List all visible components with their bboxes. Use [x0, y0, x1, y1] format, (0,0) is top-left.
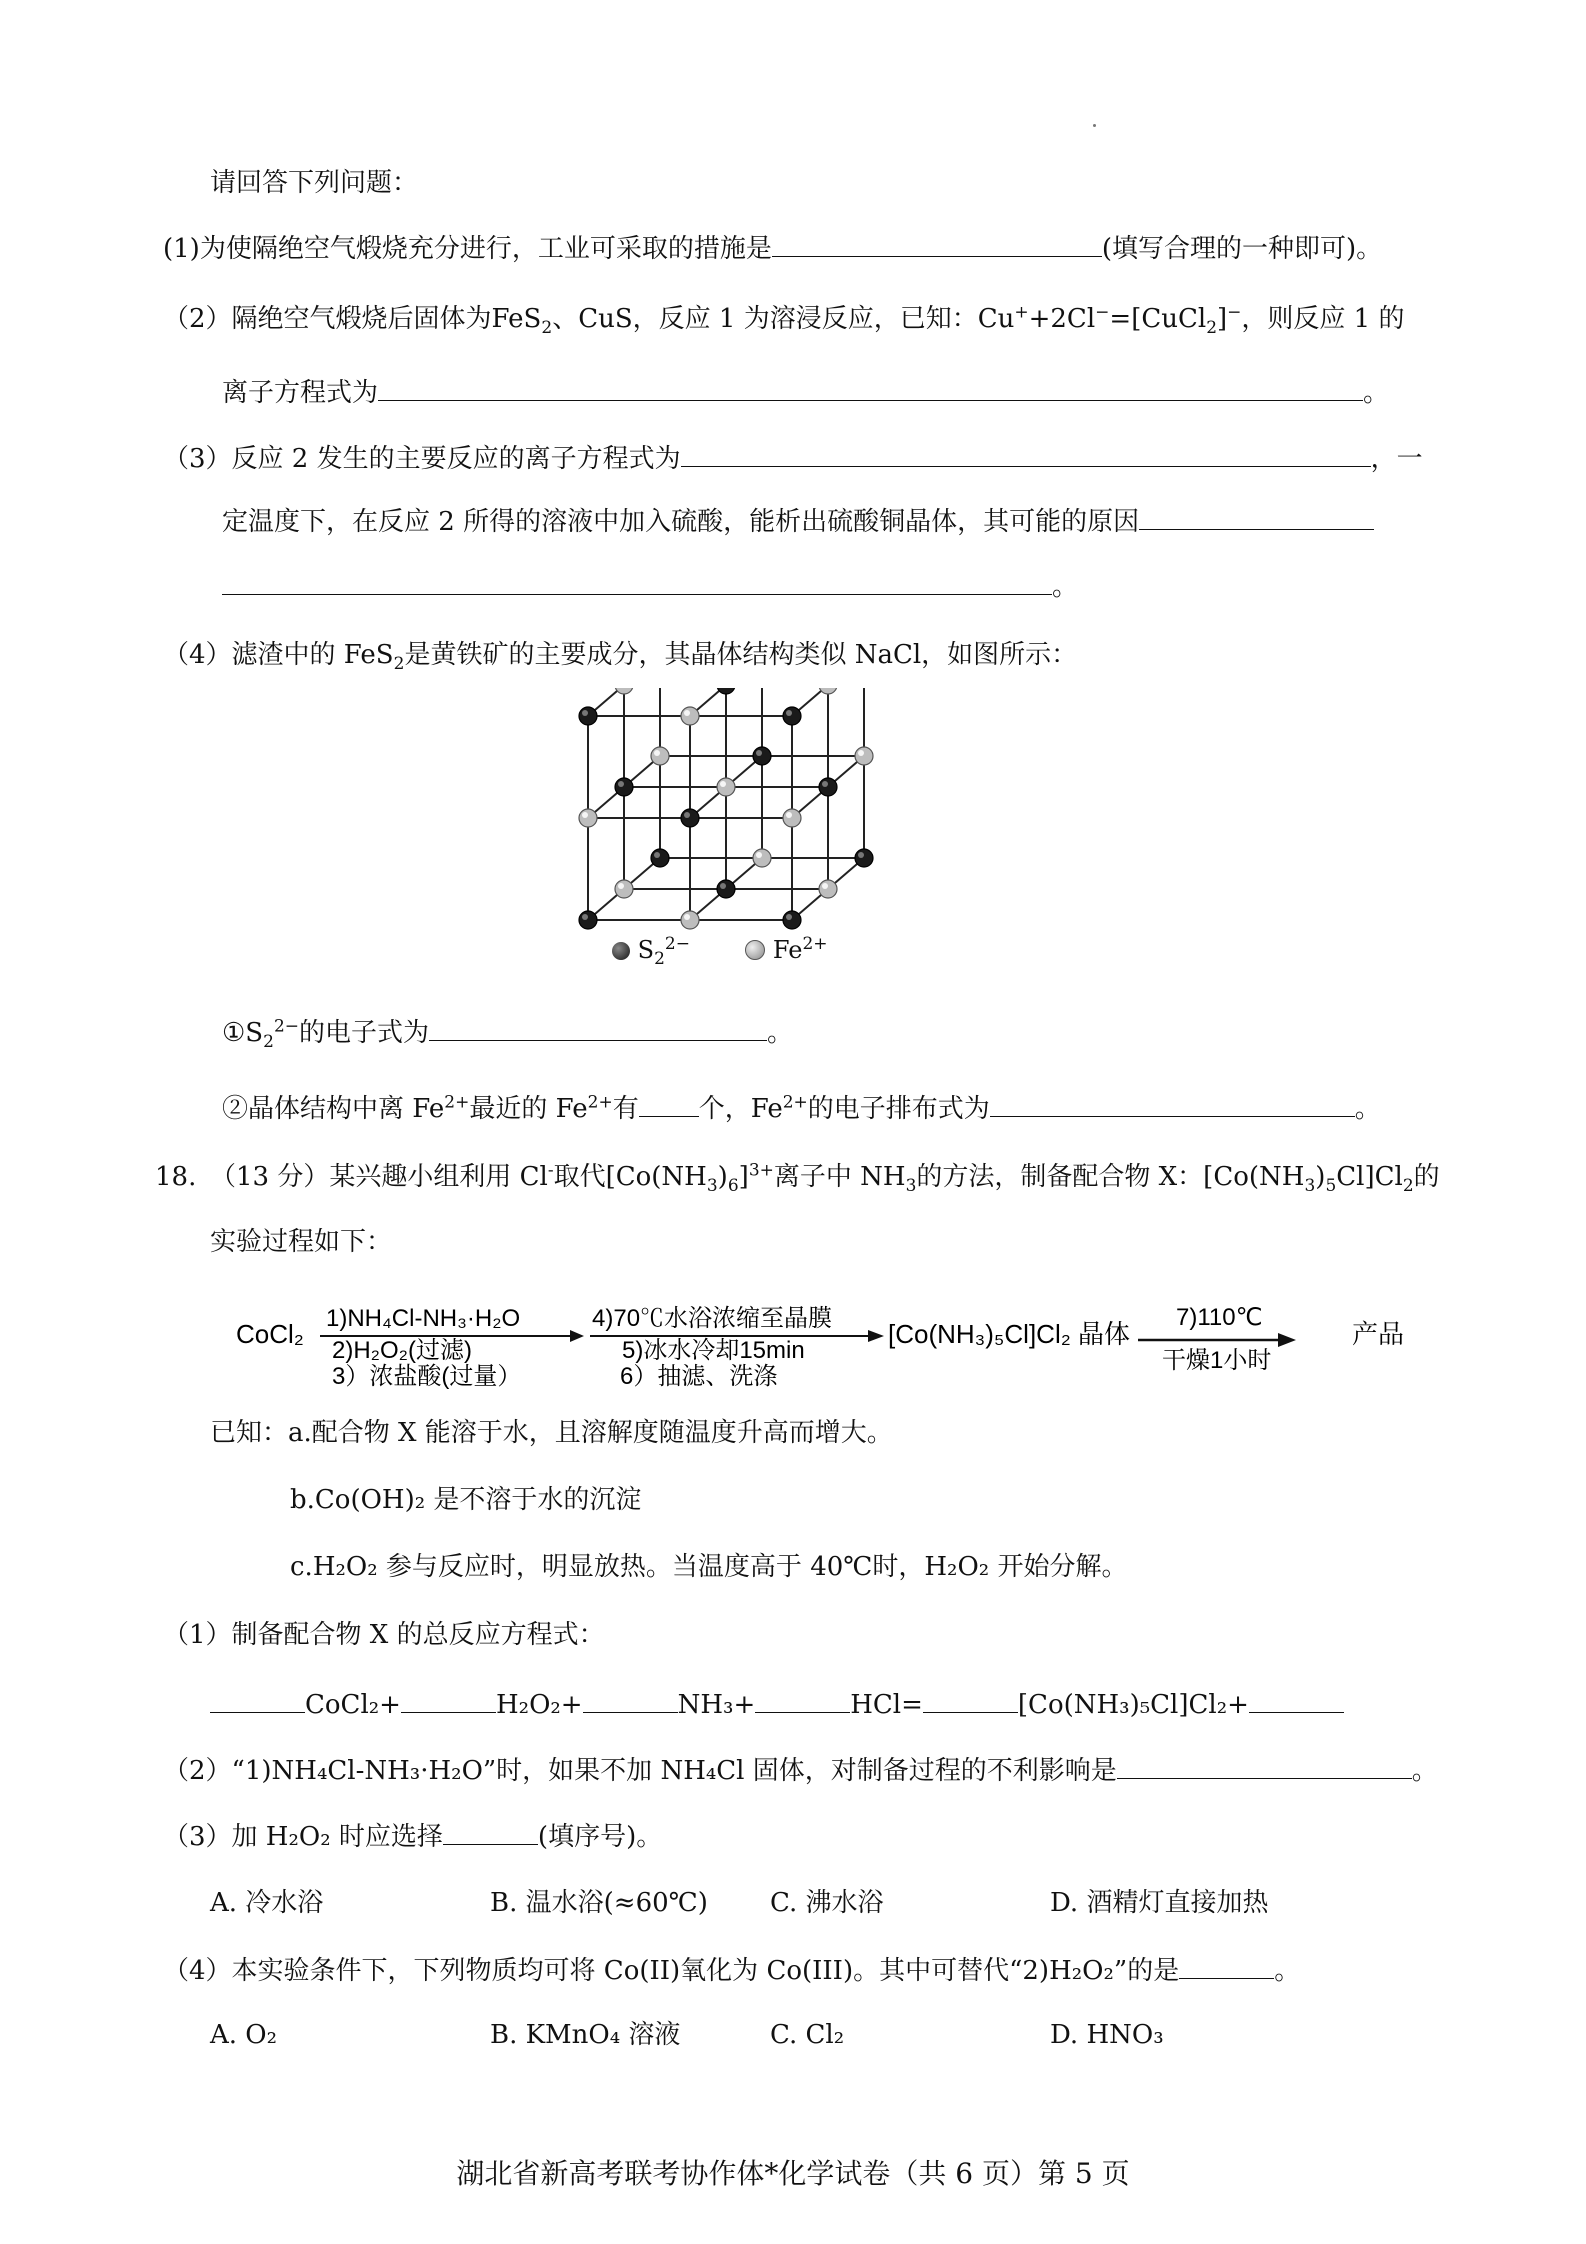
s2-ion-atom: [717, 880, 735, 898]
coefficient-blank[interactable]: [583, 1686, 678, 1713]
q18-part2: （2）“1)NH₄Cl-NH₃·H₂O”时，如果不加 NH₄Cl 固体，对制备过程的不利影响是 。: [163, 1752, 1438, 1788]
option-a[interactable]: A. O₂: [210, 2020, 278, 2050]
atom-highlight: [786, 914, 792, 920]
atom-highlight: [582, 914, 588, 920]
flow-arrow-3-head: [1278, 1333, 1296, 1347]
answer-blank[interactable]: [443, 1818, 538, 1845]
atom-highlight: [654, 852, 660, 858]
option-d[interactable]: D. 酒精灯直接加热: [1050, 1888, 1269, 1918]
coefficient-blank[interactable]: [755, 1686, 850, 1713]
atom-highlight: [858, 750, 864, 756]
q18-known-a: 已知：a.配合物 X 能溶于水，且溶解度随温度升高而增大。: [210, 1418, 893, 1448]
s2-ion-atom: [717, 688, 735, 694]
option-b[interactable]: B. 温水浴(≈60℃): [490, 1888, 708, 1918]
q17-part3: （3）反应 2 发生的主要反应的离子方程式为 ，一: [163, 440, 1423, 476]
atom-highlight: [720, 883, 726, 889]
flow-step6: 6）抽滤、洗涤: [620, 1363, 778, 1390]
atom-highlight: [684, 812, 690, 818]
fe-ion-atom: [579, 809, 597, 827]
atom-highlight: [756, 750, 762, 756]
fe-ion-atom: [681, 911, 699, 929]
atom-highlight: [618, 781, 624, 787]
coefficient-blank[interactable]: [1249, 1686, 1344, 1713]
intro-text: 请回答下列问题：: [210, 168, 419, 198]
answer-blank[interactable]: [378, 374, 1363, 401]
s2-ion-atom: [615, 778, 633, 796]
s2-ion-atom: [783, 707, 801, 725]
option-d[interactable]: D. HNO₃: [1050, 2020, 1164, 2050]
atom-highlight: [582, 812, 588, 818]
flow-arrow-1-head: [570, 1330, 584, 1342]
option-a[interactable]: A. 冷水浴: [210, 1888, 324, 1918]
q17-sub2: ②晶体结构中离 $Fe^{2+}$最近的 $Fe^{2+}$有 个，$Fe^{2+}$的电子排布式为 。: [222, 1090, 1381, 1126]
fe-ion-atom: [819, 880, 837, 898]
answer-blank[interactable]: [1117, 1752, 1412, 1779]
answer-blank[interactable]: [639, 1090, 699, 1117]
q18-part4-options: [210, 2018, 1164, 2052]
atom-highlight: [654, 750, 660, 756]
flow-step3: 3）浓盐酸(过量）: [332, 1363, 522, 1390]
fe-ion-atom: [651, 747, 669, 765]
q18-part4: （4）本实验条件下，下列物质均可将 Co(II)氧化为 Co(III)。其中可替代“2)H₂O₂”的是 。: [163, 1952, 1300, 1988]
atom-highlight: [618, 883, 624, 889]
q18-part1: （1）制备配合物 X 的总反应方程式：: [163, 1620, 605, 1650]
answer-blank[interactable]: [1139, 503, 1374, 530]
flow-step7: 7)110℃: [1176, 1304, 1263, 1331]
option-b[interactable]: B. KMnO₄ 溶液: [490, 2020, 681, 2050]
fe-ion-atom: [681, 707, 699, 725]
scan-dot: [1093, 124, 1096, 127]
flow-step5: 5)冰水冷却15min: [622, 1337, 805, 1364]
atom-highlight: [786, 710, 792, 716]
q18-part3-options: [210, 1886, 1268, 1920]
q18-part3: （3）加 H₂O₂ 时应选择 (填序号)。: [163, 1818, 662, 1854]
q17-sub1: $①S_2^{2-}$的电子式为 。: [222, 1014, 793, 1050]
s2-atom-icon: [612, 942, 630, 960]
page-footer: 湖北省新高考联考协作体*化学试卷（共 6 页）第 5 页: [456, 2157, 1130, 2190]
fe-ion-atom: [819, 688, 837, 694]
q18-equation: CoCl₂+ H₂O₂+ NH₃+ HCl= [Co(NH₃)₅Cl]Cl₂+: [210, 1686, 1344, 1722]
fe-atom-icon: [745, 940, 765, 960]
s2-ion-atom: [681, 809, 699, 827]
q18-number: 18.: [155, 1162, 197, 1192]
s2-ion-atom: [855, 849, 873, 867]
q18-known-b: b.Co(OH)₂ 是不溶于水的沉淀: [290, 1485, 642, 1515]
flow-step4: 4)70℃水浴浓缩至晶膜: [592, 1305, 833, 1332]
q17-part4: （4）滤渣中的 FeS$_2$是黄铁矿的主要成分，其晶体结构类似 NaCl，如图所示：: [163, 640, 1078, 675]
s2-ion-atom: [651, 849, 669, 867]
atom-highlight: [822, 781, 828, 787]
s2-ion-atom: [819, 778, 837, 796]
atom-highlight: [822, 883, 828, 889]
answer-blank[interactable]: [222, 568, 1052, 595]
q17-part3-line3: 。: [222, 568, 1078, 604]
coefficient-blank[interactable]: [210, 1686, 305, 1713]
answer-blank[interactable]: [429, 1014, 767, 1041]
q17-part1: (1)为使隔绝空气煅烧充分进行，工业可采取的措施是 (填写合理的一种即可)。: [163, 230, 1382, 266]
atom-highlight: [582, 710, 588, 716]
experiment-flow-diagram: [200, 1280, 1460, 1390]
answer-blank[interactable]: [772, 230, 1102, 257]
atom-highlight: [684, 914, 690, 920]
atom-highlight: [786, 812, 792, 818]
option-c[interactable]: C. Cl₂: [770, 2020, 845, 2050]
fe-ion-atom: [783, 809, 801, 827]
q17-part2-line2: 离子方程式为 。: [222, 374, 1389, 410]
answer-blank[interactable]: [1179, 1952, 1274, 1979]
q17-part3-line2: 定温度下，在反应 2 所得的溶液中加入硫酸，能析出硫酸铜晶体，其可能的原因: [222, 503, 1374, 539]
coefficient-blank[interactable]: [401, 1686, 496, 1713]
q18-known-c: c.H₂O₂ 参与反应时，明显放热。当温度高于 40℃时，H₂O₂ 开始分解。: [290, 1552, 1128, 1582]
fe-ion-atom: [717, 778, 735, 796]
flow-intermediate: [Co(NH₃)₅Cl]Cl₂ 晶体: [888, 1319, 1131, 1349]
flow-arrow-2-head: [868, 1330, 884, 1342]
q18-title: （13 分）某兴趣小组利用 Cl-取代$[Co(NH_3)_6]^{3+}$离子中 $NH_3$的方法，制备配合物 X：$[Co(NH_3)_5Cl]Cl_2$的: [210, 1160, 1440, 1197]
fe-ion-atom: [615, 880, 633, 898]
s2-ion-atom: [579, 911, 597, 929]
atom-highlight: [756, 852, 762, 858]
crystal-structure-figure: [560, 688, 880, 948]
answer-blank[interactable]: [681, 440, 1371, 467]
s2-ion-atom: [753, 747, 771, 765]
coefficient-blank[interactable]: [923, 1686, 1018, 1713]
flow-step7-condition: 干燥1小时: [1162, 1347, 1272, 1374]
q18-title-line2: 实验过程如下：: [210, 1227, 393, 1257]
atom-highlight: [720, 781, 726, 787]
q17-part2: （2）隔绝空气煅烧后固体为FeS$_2$、CuS，反应 1 为溶浸反应，已知：Cu++2Cl−=[CuCl$_2$]−，则反应 1 的: [163, 302, 1405, 339]
fe-ion-atom: [753, 849, 771, 867]
flow-step1: 1)NH₄Cl-NH₃·H₂O: [326, 1305, 521, 1332]
fe-ion-atom: [855, 747, 873, 765]
figure-legend: $S_2^{2-}$ $Fe^{2+}$: [612, 936, 828, 964]
s2-ion-atom: [579, 707, 597, 725]
s2-ion-atom: [783, 911, 801, 929]
fe-ion-atom: [615, 688, 633, 694]
answer-blank[interactable]: [990, 1090, 1355, 1117]
option-c[interactable]: C. 沸水浴: [770, 1888, 884, 1918]
flow-step2: 2)H₂O₂(过滤): [332, 1337, 472, 1364]
flow-start: CoCl₂: [236, 1319, 304, 1349]
flow-end: 产品: [1352, 1319, 1405, 1349]
atom-highlight: [858, 852, 864, 858]
atom-highlight: [684, 710, 690, 716]
